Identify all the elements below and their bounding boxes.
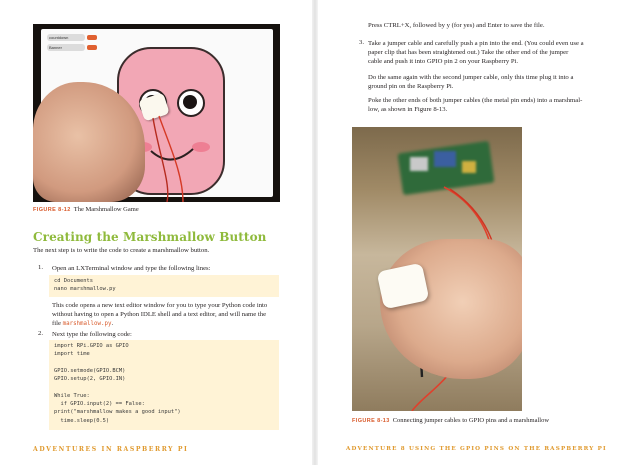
intro-text: The next step is to write the code to create a marshmallow button. (33, 247, 210, 254)
filename: marshmallow.py (62, 321, 112, 327)
right-page (316, 0, 630, 465)
poke-cables-text: Poke the other ends of both jumper cables (the metal pin ends) into a marshmal- low, as shown in Figure 8-13. (368, 97, 583, 113)
right-running-footer: ADVENTURE 8 USING THE GPIO PINS ON THE RASPBERRY PI (346, 446, 607, 452)
save-instruction: Press CTRL+X, followed by y (for yes) and Enter to save the file. (368, 22, 545, 29)
step-1-number: 1. (38, 264, 44, 271)
step-3-number: 3. (359, 39, 365, 46)
banner-label: Banner (47, 44, 85, 51)
section-heading: Creating the Marshmallow Button (33, 230, 267, 244)
step-2-number: 2. (38, 330, 44, 337)
step-2-text: Next type the following code: (52, 331, 132, 338)
step-1-explanation: This code opens a new text editor window for you to type your Python code into without having to open a Python IDLE shell and a text editor, and will name the file marshmallow.py. (52, 302, 268, 327)
figure-8-12-photo (33, 24, 280, 202)
left-running-footer: ADVENTURES IN RASPBERRY PI (33, 446, 189, 453)
step-1-text: Open an LXTerminal window and type the following lines: (52, 265, 211, 272)
code-block-2: import RPi.GPIO as GPIO import time GPIO.setmode(GPIO.BCM) GPIO.setup(2, GPIO.IN) While True: if GPIO.input(2) == False: print("marshmallow makes a good input") time.sleep(0.5) (49, 340, 279, 430)
step-3-text: Take a jumper cable and carefully push a pin into the end. (You could even use a paper clip that has been straightened out.) Take the other end of the jumper cable and push it into GPIO pin 2 on your Raspberry Pi. (368, 40, 584, 65)
countdown-label: countdown (47, 34, 85, 41)
wires (33, 24, 280, 202)
second-cable-text: Do the same again with the second jumper cable, only this time plug it into a ground pin on the Raspberry Pi. (368, 74, 574, 90)
left-page (0, 0, 314, 465)
figure-8-12-caption: FIGURE 8-12 The Marshmallow Game (33, 206, 139, 213)
figure-8-13-photo (352, 127, 522, 411)
figure-8-13-caption: FIGURE 8-13 Connecting jumper cables to GPIO pins and a marshmallow (352, 417, 550, 424)
code-block-1: cd Documents nano marshmallow.py (49, 275, 279, 297)
